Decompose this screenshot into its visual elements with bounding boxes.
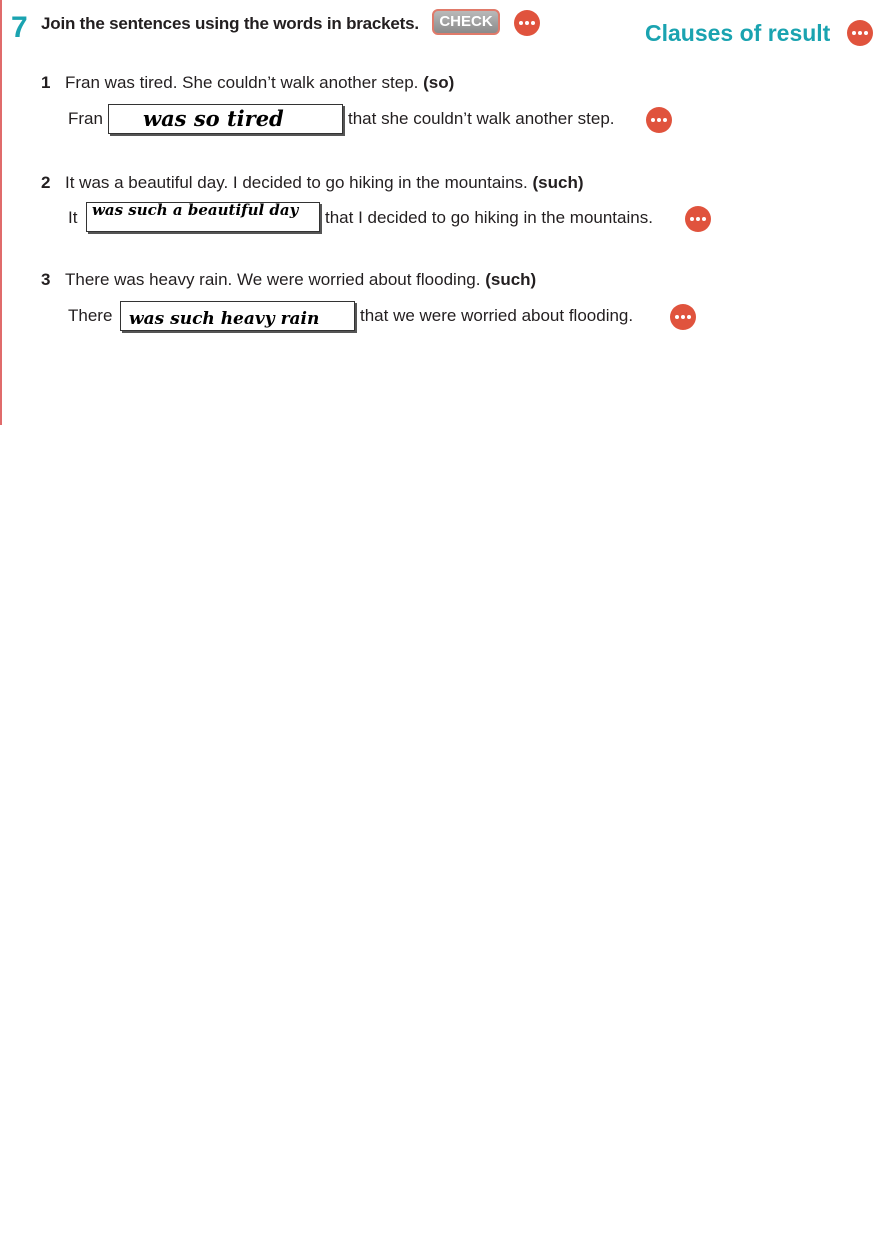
question-2-more-button[interactable] xyxy=(685,206,711,232)
question-number: 3 xyxy=(41,270,51,289)
question-2-lead: It xyxy=(68,208,78,227)
question-2-prompt xyxy=(41,171,584,195)
check-button[interactable]: CHECK xyxy=(432,9,500,35)
question-3-prompt xyxy=(41,268,536,292)
question-1-tail: that she couldn’t walk another step. xyxy=(348,109,615,128)
question-number: 1 xyxy=(41,73,51,92)
page-margin-rule xyxy=(0,0,2,425)
ellipsis-icon xyxy=(852,31,856,35)
ellipsis-icon xyxy=(690,217,694,221)
question-number: 2 xyxy=(41,173,51,192)
question-3-tail: that we were worried about flooding. xyxy=(360,306,634,325)
exercise-more-button[interactable] xyxy=(514,10,540,36)
question-3-answer-field[interactable]: was such heavy rain xyxy=(120,301,355,331)
question-1-prompt xyxy=(41,71,454,95)
question-keyword: (such) xyxy=(532,173,584,192)
exercise-instruction: Join the sentences using the words in brackets. xyxy=(41,14,419,33)
topic-title: Clauses of result xyxy=(645,20,831,46)
ellipsis-icon xyxy=(519,21,523,25)
question-keyword: (such) xyxy=(485,270,537,289)
ellipsis-icon xyxy=(675,315,679,319)
question-1-more-button[interactable] xyxy=(646,107,672,133)
question-2-tail: that I decided to go hiking in the mountains. xyxy=(325,208,653,227)
question-text: Fran was tired. She couldn’t walk another step. xyxy=(65,73,419,92)
question-3-more-button[interactable] xyxy=(670,304,696,330)
ellipsis-icon xyxy=(651,118,655,122)
topic-more-button[interactable] xyxy=(847,20,873,46)
question-keyword: (so) xyxy=(423,73,455,92)
question-text: There was heavy rain. We were worried about flooding. xyxy=(65,270,481,289)
question-1-answer-field[interactable]: was so tired xyxy=(108,104,343,134)
question-2-answer-field[interactable]: was such a beautiful day xyxy=(86,202,320,232)
question-3-lead: There xyxy=(68,306,113,325)
exercise-number: 7 xyxy=(11,11,28,44)
question-1-lead: Fran xyxy=(68,109,103,128)
question-text: It was a beautiful day. I decided to go hiking in the mountains. xyxy=(65,173,528,192)
